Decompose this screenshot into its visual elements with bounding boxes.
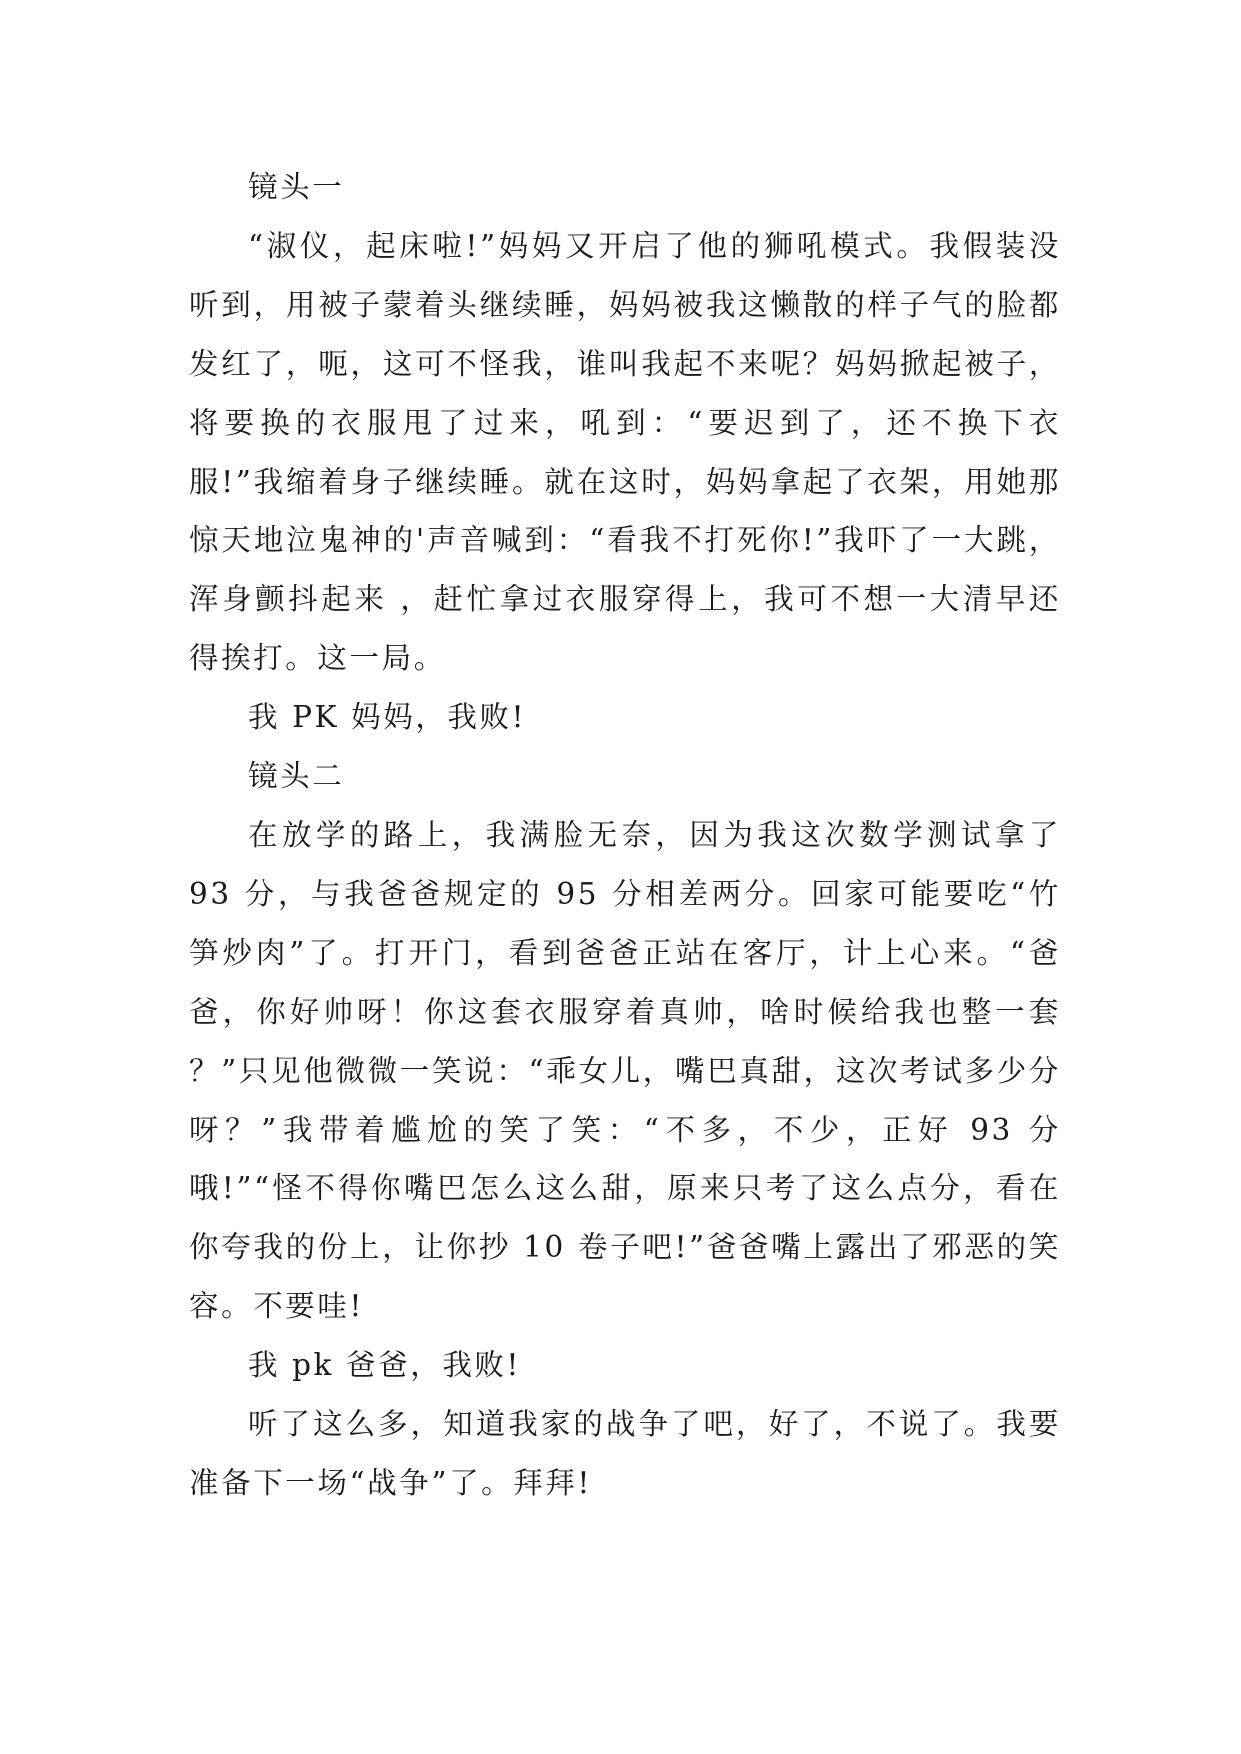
paragraph-shot-two-story: 在放学的路上，我满脸无奈，因为我这次数学测试拿了 93 分，与我爸爸规定的 95 分相差两分。回家可能要吃“竹笋炒肉”了。打开门，看到爸爸正站在客厅，计上心来。“爸爸，你好帅呀！你这套衣服穿着真帅，啥时候给我也整一套 ？”只见他微微一笑说：“乖女儿，嘴巴真甜，这次考试多少分呀？”我带着尴尬的笑了笑：“不多，不少，正好 93 分哦!”“怪不得你嘴巴怎么这么甜，原来只考了这么点分，看在你夸我的份上，让你抄 10 卷子吧!”爸爸嘴上露出了邪恶的笑容。不要哇! xyxy=(189,817,1061,1324)
result-line-mom: 我 PK 妈妈，我败! xyxy=(248,700,527,735)
paragraph-shot-one-story: “淑仪，起床啦!”妈妈又开启了他的狮吼模式。我假装没听到，用被子蒙着头继续睡，妈妈被我这懒散的样子气的脸都发红了，呃，这可不怪我，谁叫我起不来呢？妈妈掀起被子，将要换的衣服甩了过来，吼到：“要迟到了，还不换下衣服!”我缩着身子继续睡。就在这时，妈妈拿起了衣架，用她那惊天地泣鬼神的'声音喊到：“看我不打死你!”我吓了一大跳，浑身颤抖起来 ，赶忙拿过衣服穿得上，我可不想一大清早还得挨打。这一局。 xyxy=(189,228,1061,676)
closing-paragraph: 听了这么多，知道我家的战争了吧，好了，不说了。我要准备下一场“战争”了。拜拜! xyxy=(189,1407,1061,1500)
document-body xyxy=(189,158,1061,1513)
heading-shot-two: 镜头二 xyxy=(248,759,345,794)
heading-shot-one: 镜头一 xyxy=(248,170,345,204)
result-line-dad: 我 pk 爸爸，我败! xyxy=(248,1348,521,1383)
